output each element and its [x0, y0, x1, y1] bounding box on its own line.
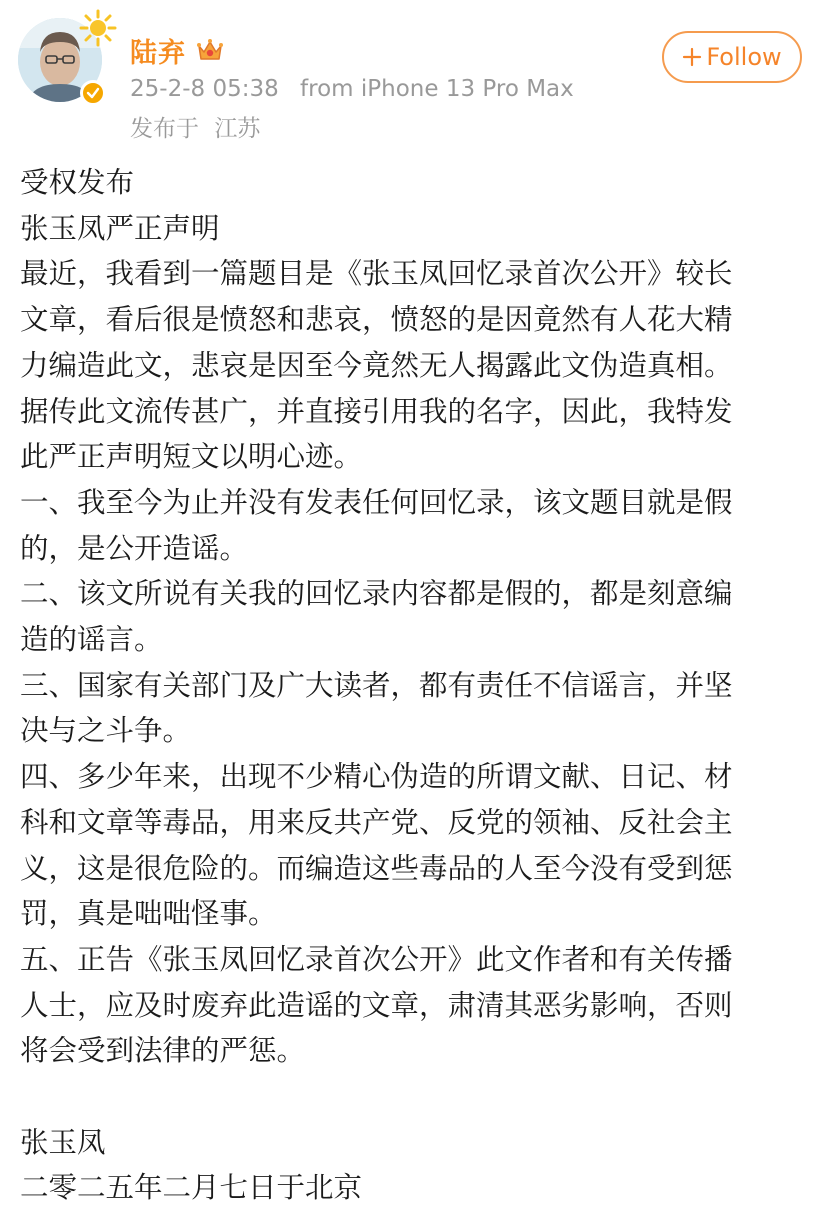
avatar-container[interactable]: [18, 18, 102, 102]
follow-label: Follow: [706, 43, 782, 71]
follow-button[interactable]: [662, 31, 802, 83]
post-line: 三、国家有关部门及广大读者，都有责任不信谣言，并坚: [20, 668, 733, 702]
verified-badge-icon: [80, 80, 106, 106]
plus-icon: [682, 47, 702, 67]
post-line: 力编造此文，悲哀是因至今竟然无人揭露此文伪造真相。: [20, 348, 733, 382]
post-header: [0, 0, 828, 150]
post-line: 人士，应及时废弃此造谣的文章，肃清其恶劣影响，否则: [20, 988, 733, 1022]
post-line: 最近，我看到一篇题目是《张玉凤回忆录首次公开》较长: [20, 257, 733, 291]
post-line: 义，这是很危险的。而编造这些毒品的人至今没有受到惩: [20, 851, 733, 885]
name-row: [130, 30, 224, 70]
location-name: 江苏: [214, 116, 261, 142]
crown-icon: [196, 37, 224, 63]
post-line: 造的谣言。: [20, 623, 163, 657]
post-meta: [130, 76, 574, 102]
sun-icon: [78, 8, 118, 48]
post-line: 决与之斗争。: [20, 714, 192, 748]
post-line: 据传此文流传甚广，并直接引用我的名字，因此，我特发: [20, 394, 733, 428]
post-timestamp: 25-2-8 05:38: [130, 76, 279, 102]
post-source: from iPhone 13 Pro Max: [300, 76, 574, 102]
post-line: 科和文章等毒品，用来反共产党、反党的领袖、反社会主: [20, 805, 733, 839]
post-line: 的，是公开造谣。: [20, 531, 249, 565]
post-line: 五、正告《张玉凤回忆录首次公开》此文作者和有关传播: [20, 942, 733, 976]
post-date: 二零二五年二月七日于北京: [20, 1171, 363, 1205]
post-line: 罚，真是咄咄怪事。: [20, 897, 277, 931]
post-line: 四、多少年来，出现不少精心伪造的所谓文献、日记、材: [20, 760, 733, 794]
post-line: 二、该文所说有关我的回忆录内容都是假的，都是刻意编: [20, 577, 733, 611]
location-prefix: 发布于: [130, 116, 199, 142]
post-body: [20, 160, 816, 1211]
post-location: [130, 110, 260, 143]
post-line: 文章，看后很是愤怒和悲哀，愤怒的是因竟然有人花大精: [20, 303, 733, 337]
username[interactable]: 陆弃: [130, 37, 186, 69]
post-line: 此严正声明短文以明心迹。: [20, 440, 363, 474]
post-line: 一、我至今为止并没有发表任何回忆录，该文题目就是假: [20, 485, 733, 519]
post-signature: 张玉凤: [20, 1125, 106, 1159]
post-line: 受权发布: [20, 166, 135, 199]
blank-line: [20, 1074, 816, 1120]
post-line: 张玉凤严正声明: [20, 211, 220, 245]
post-line: 将会受到法律的严惩。: [20, 1034, 306, 1068]
